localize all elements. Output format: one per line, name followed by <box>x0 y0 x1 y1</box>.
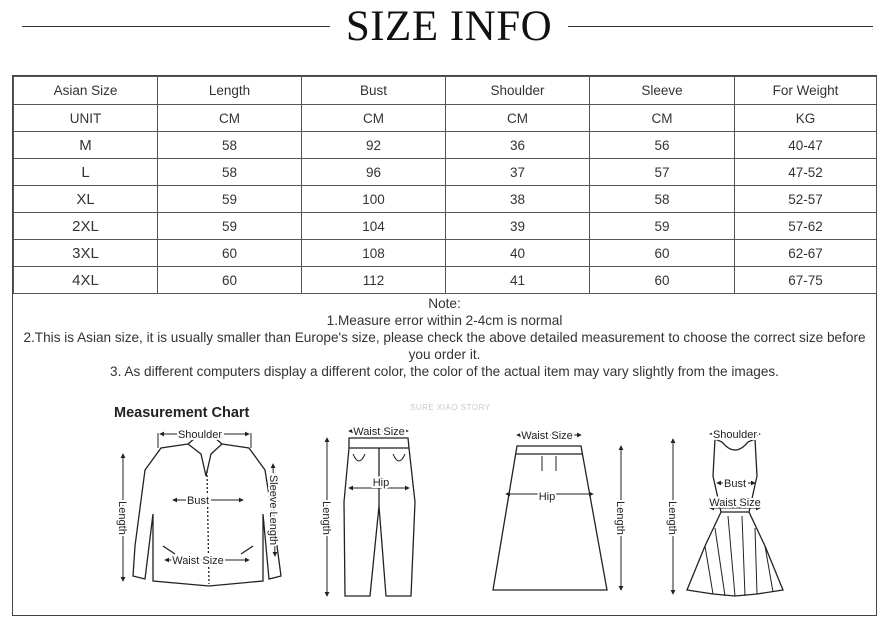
table-cell: 108 <box>302 240 446 267</box>
unit-cell: CM <box>158 105 302 132</box>
unit-cell: KG <box>735 105 877 132</box>
table-cell: 39 <box>446 213 590 240</box>
table-cell: 59 <box>590 213 735 240</box>
shirt-bust-label: Bust <box>186 495 210 507</box>
shirt-shoulder-label: Shoulder <box>177 429 223 441</box>
shirt-sleeve-label: Sleeve Length <box>267 474 279 546</box>
size-label-cell: 4XL <box>14 267 158 294</box>
skirt-length-label: Length <box>614 501 626 535</box>
table-cell: 58 <box>158 159 302 186</box>
watermark: SURE XIAO STORY <box>410 403 491 412</box>
table-cell: 59 <box>158 213 302 240</box>
table-cell: 96 <box>302 159 446 186</box>
dress-shoulder-label: Shoulder <box>712 429 758 441</box>
measurement-chart-title: Measurement Chart <box>114 405 250 421</box>
header-rule-left <box>22 26 330 27</box>
column-header: Shoulder <box>446 77 590 105</box>
table-cell: 38 <box>446 186 590 213</box>
dress-waist-label: Waist Size <box>709 497 761 509</box>
table-cell: 100 <box>302 186 446 213</box>
column-header: Bust <box>302 77 446 105</box>
unit-cell: UNIT <box>14 105 158 132</box>
size-label-cell: 3XL <box>14 240 158 267</box>
size-sheet <box>12 75 877 616</box>
table-cell: 36 <box>446 132 590 159</box>
table-cell: 37 <box>446 159 590 186</box>
page-title: SIZE INFO <box>345 3 553 50</box>
dress-length-label: Length <box>666 501 678 535</box>
pants-hip-label: Hip <box>372 477 390 489</box>
unit-cell: CM <box>446 105 590 132</box>
unit-cell: CM <box>302 105 446 132</box>
pants-length-label: Length <box>320 501 332 535</box>
table-cell: 52-57 <box>735 186 877 213</box>
note-line: 2.This is Asian size, it is usually smaller than Europe's size, please check the above detailed measurement to choose the correct size before you order it. <box>23 330 866 362</box>
column-header: For Weight <box>735 77 877 105</box>
header-rule-right <box>568 26 873 27</box>
size-label-cell: 2XL <box>14 213 158 240</box>
table-cell: 92 <box>302 132 446 159</box>
table-cell: 47-52 <box>735 159 877 186</box>
note-line: 3. As different computers display a different color, the color of the actual item may vary slightly from the images. <box>110 364 779 379</box>
table-cell: 56 <box>590 132 735 159</box>
note-line: 1.Measure error within 2-4cm is normal <box>326 313 563 328</box>
dress-bust-label: Bust <box>723 478 747 490</box>
size-label-cell: L <box>14 159 158 186</box>
size-label-cell: M <box>14 132 158 159</box>
table-cell: 41 <box>446 267 590 294</box>
table-cell: 67-75 <box>735 267 877 294</box>
shirt-waist-label: Waist Size <box>172 555 224 567</box>
shirt-length-label: Length <box>116 501 128 535</box>
table-cell: 112 <box>302 267 446 294</box>
skirt-waist-label: Waist Size <box>521 430 573 442</box>
skirt-illustration <box>493 435 621 590</box>
table-cell: 60 <box>158 267 302 294</box>
page-header <box>0 0 890 60</box>
unit-cell: CM <box>590 105 735 132</box>
table-cell: 60 <box>158 240 302 267</box>
notes-heading: Note: <box>428 296 461 311</box>
table-cell: 57 <box>590 159 735 186</box>
table-cell: 57-62 <box>735 213 877 240</box>
pants-illustration <box>327 431 415 596</box>
table-cell: 60 <box>590 267 735 294</box>
table-cell: 62-67 <box>735 240 877 267</box>
table-cell: 59 <box>158 186 302 213</box>
table-cell: 60 <box>590 240 735 267</box>
table-cell: 104 <box>302 213 446 240</box>
pants-waist-label: Waist Size <box>353 426 405 438</box>
column-header: Length <box>158 77 302 105</box>
column-header: Sleeve <box>590 77 735 105</box>
column-header: Asian Size <box>14 77 158 105</box>
table-cell: 40 <box>446 240 590 267</box>
table-cell: 58 <box>158 132 302 159</box>
dress-illustration <box>673 434 783 596</box>
measurement-diagram <box>13 76 876 615</box>
table-cell: 40-47 <box>735 132 877 159</box>
size-label-cell: XL <box>14 186 158 213</box>
skirt-hip-label: Hip <box>538 491 556 503</box>
table-cell: 58 <box>590 186 735 213</box>
